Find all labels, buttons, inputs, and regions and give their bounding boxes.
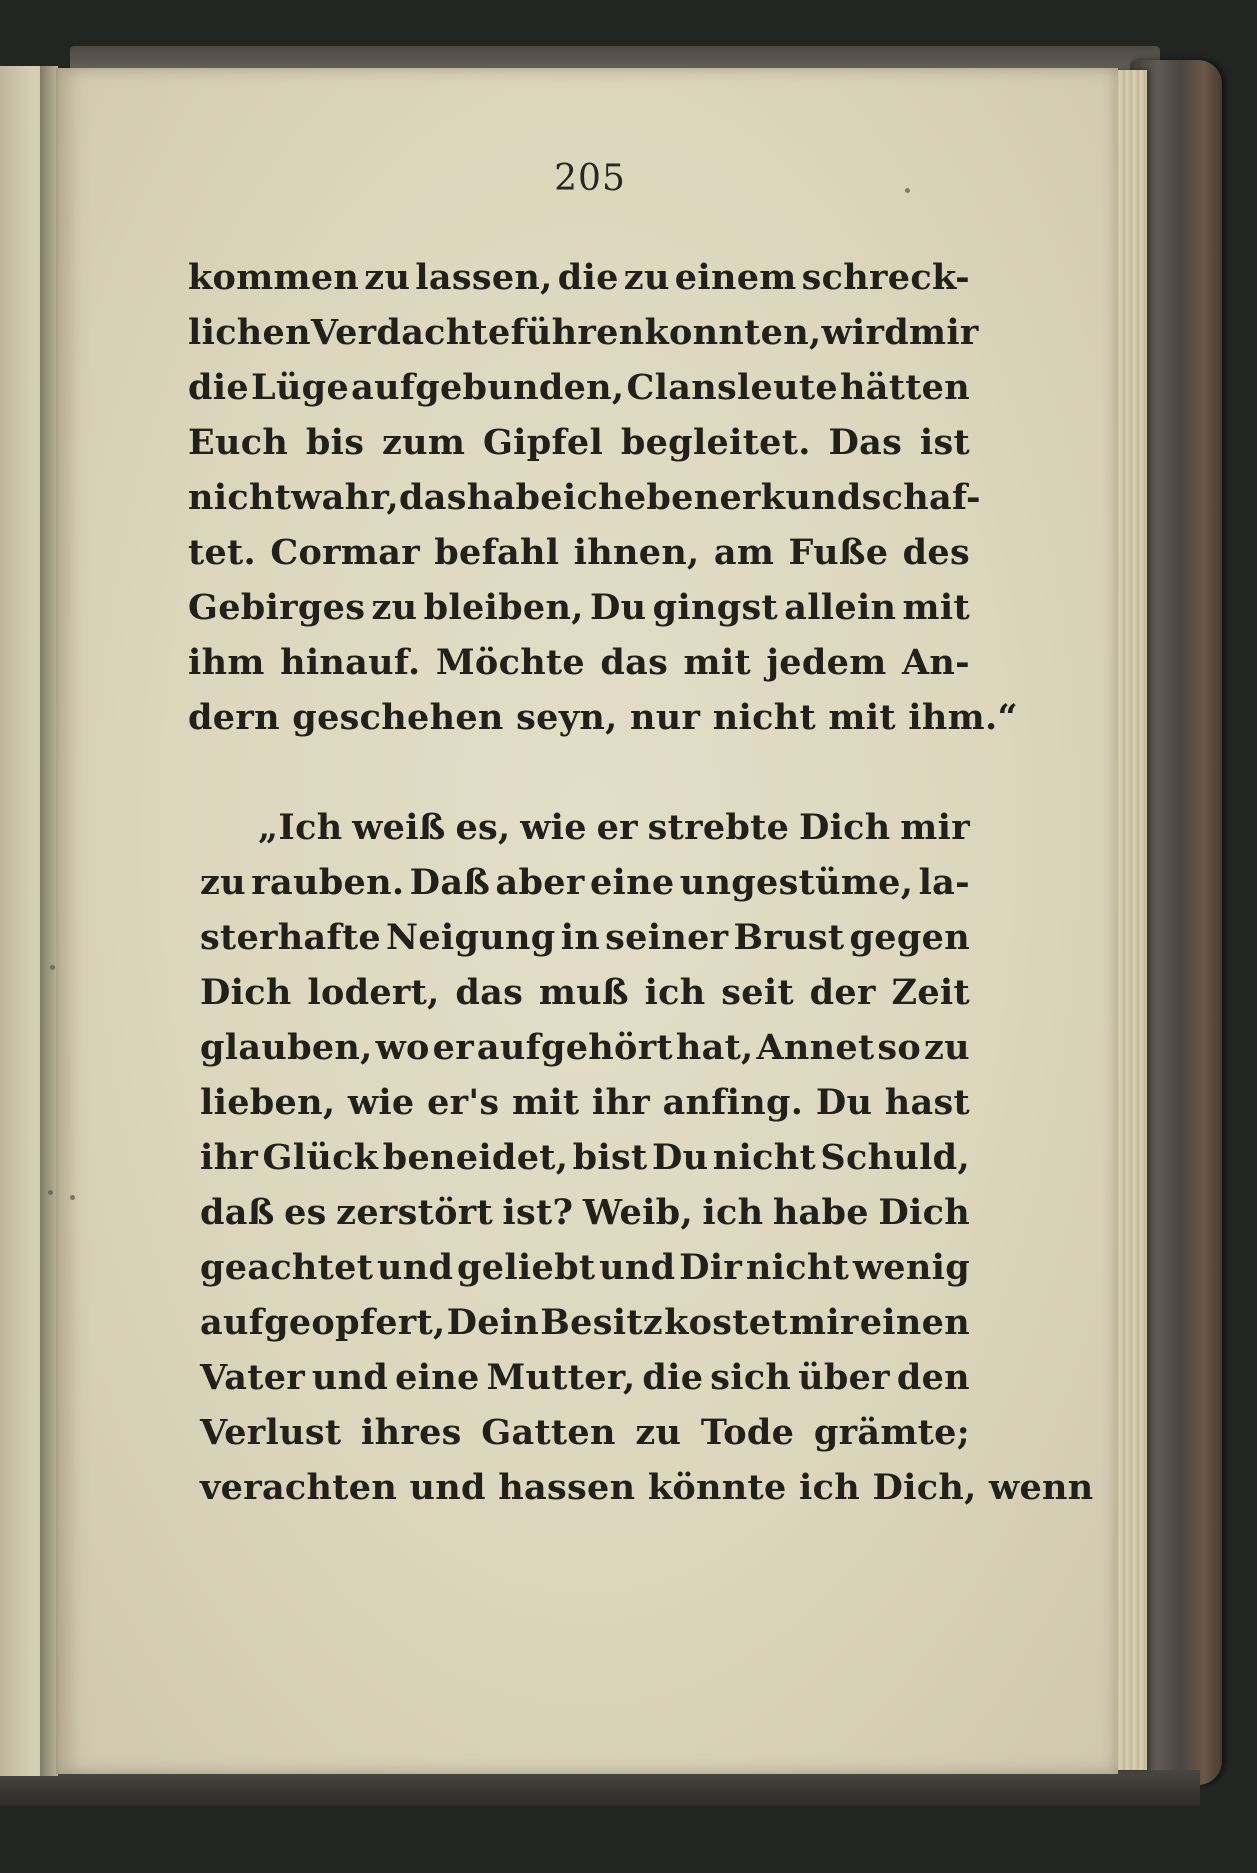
page-number: 205 [554, 158, 626, 199]
paper-speck [70, 1195, 75, 1200]
text-line: Euch bis zum Gipfel begleitet. Das ist [188, 422, 970, 463]
text-line: nicht wahr, das habe ich eben erkundschaf- [188, 477, 981, 518]
paragraph-1 [188, 250, 1018, 745]
text-line: lieben, wie er's mit ihr anfing. Du hast [200, 1082, 970, 1123]
text-line: sterhafte Neigung in seiner Brust gegen [200, 917, 970, 958]
text-line: dern geschehen seyn, nur nicht mit ihm.“ [188, 697, 1018, 738]
text-line: Verlust ihres Gatten zu Tode grämte; [200, 1412, 970, 1453]
text-line: glauben, wo er aufgehört hat, Annet so zu [200, 1027, 970, 1068]
body-text [188, 250, 1094, 1515]
text-line: daß es zerstört ist? Weib, ich habe Dich [200, 1192, 970, 1233]
text-line: geachtet und geliebt und Dir nicht wenig [200, 1247, 970, 1288]
text-line: Vater und eine Mutter, die sich über den [200, 1357, 970, 1398]
text-line: verachten und hassen könnte ich Dich, wenn [200, 1467, 1094, 1508]
text-line: die Lüge aufgebunden, Clansleute hätten [188, 367, 970, 408]
text-line: tet. Cormar befahl ihnen, am Fuße des [188, 532, 970, 573]
text-line: lichen Verdachte führen konnten, wird mir [188, 312, 979, 353]
paragraph-2 [200, 800, 1094, 1515]
page-gutter [40, 66, 60, 1776]
text-line: ihm hinauf. Möchte das mit jedem An- [188, 642, 970, 683]
paper-speck [48, 1190, 53, 1195]
text-line: ihr Glück beneidet, bist Du nicht Schuld, [200, 1137, 970, 1178]
text-line: kommen zu lassen, die zu einem schreck- [188, 257, 970, 298]
text-line: aufgeopfert, Dein Besitz kostet mir einen [200, 1302, 970, 1343]
text-line: zu rauben. Daß aber eine ungestüme, la- [200, 862, 970, 903]
paper-speck [50, 965, 55, 970]
text-line: Dich lodert, das muß ich seit der Zeit [200, 972, 970, 1013]
paper-speck [905, 188, 910, 193]
paragraph-gap [188, 745, 970, 800]
text-line: Gebirges zu bleiben, Du gingst allein mit [188, 587, 970, 628]
cover-board-bottom [0, 1770, 1200, 1806]
text-line: „Ich weiß es, wie er strebte Dich mir [258, 807, 970, 848]
